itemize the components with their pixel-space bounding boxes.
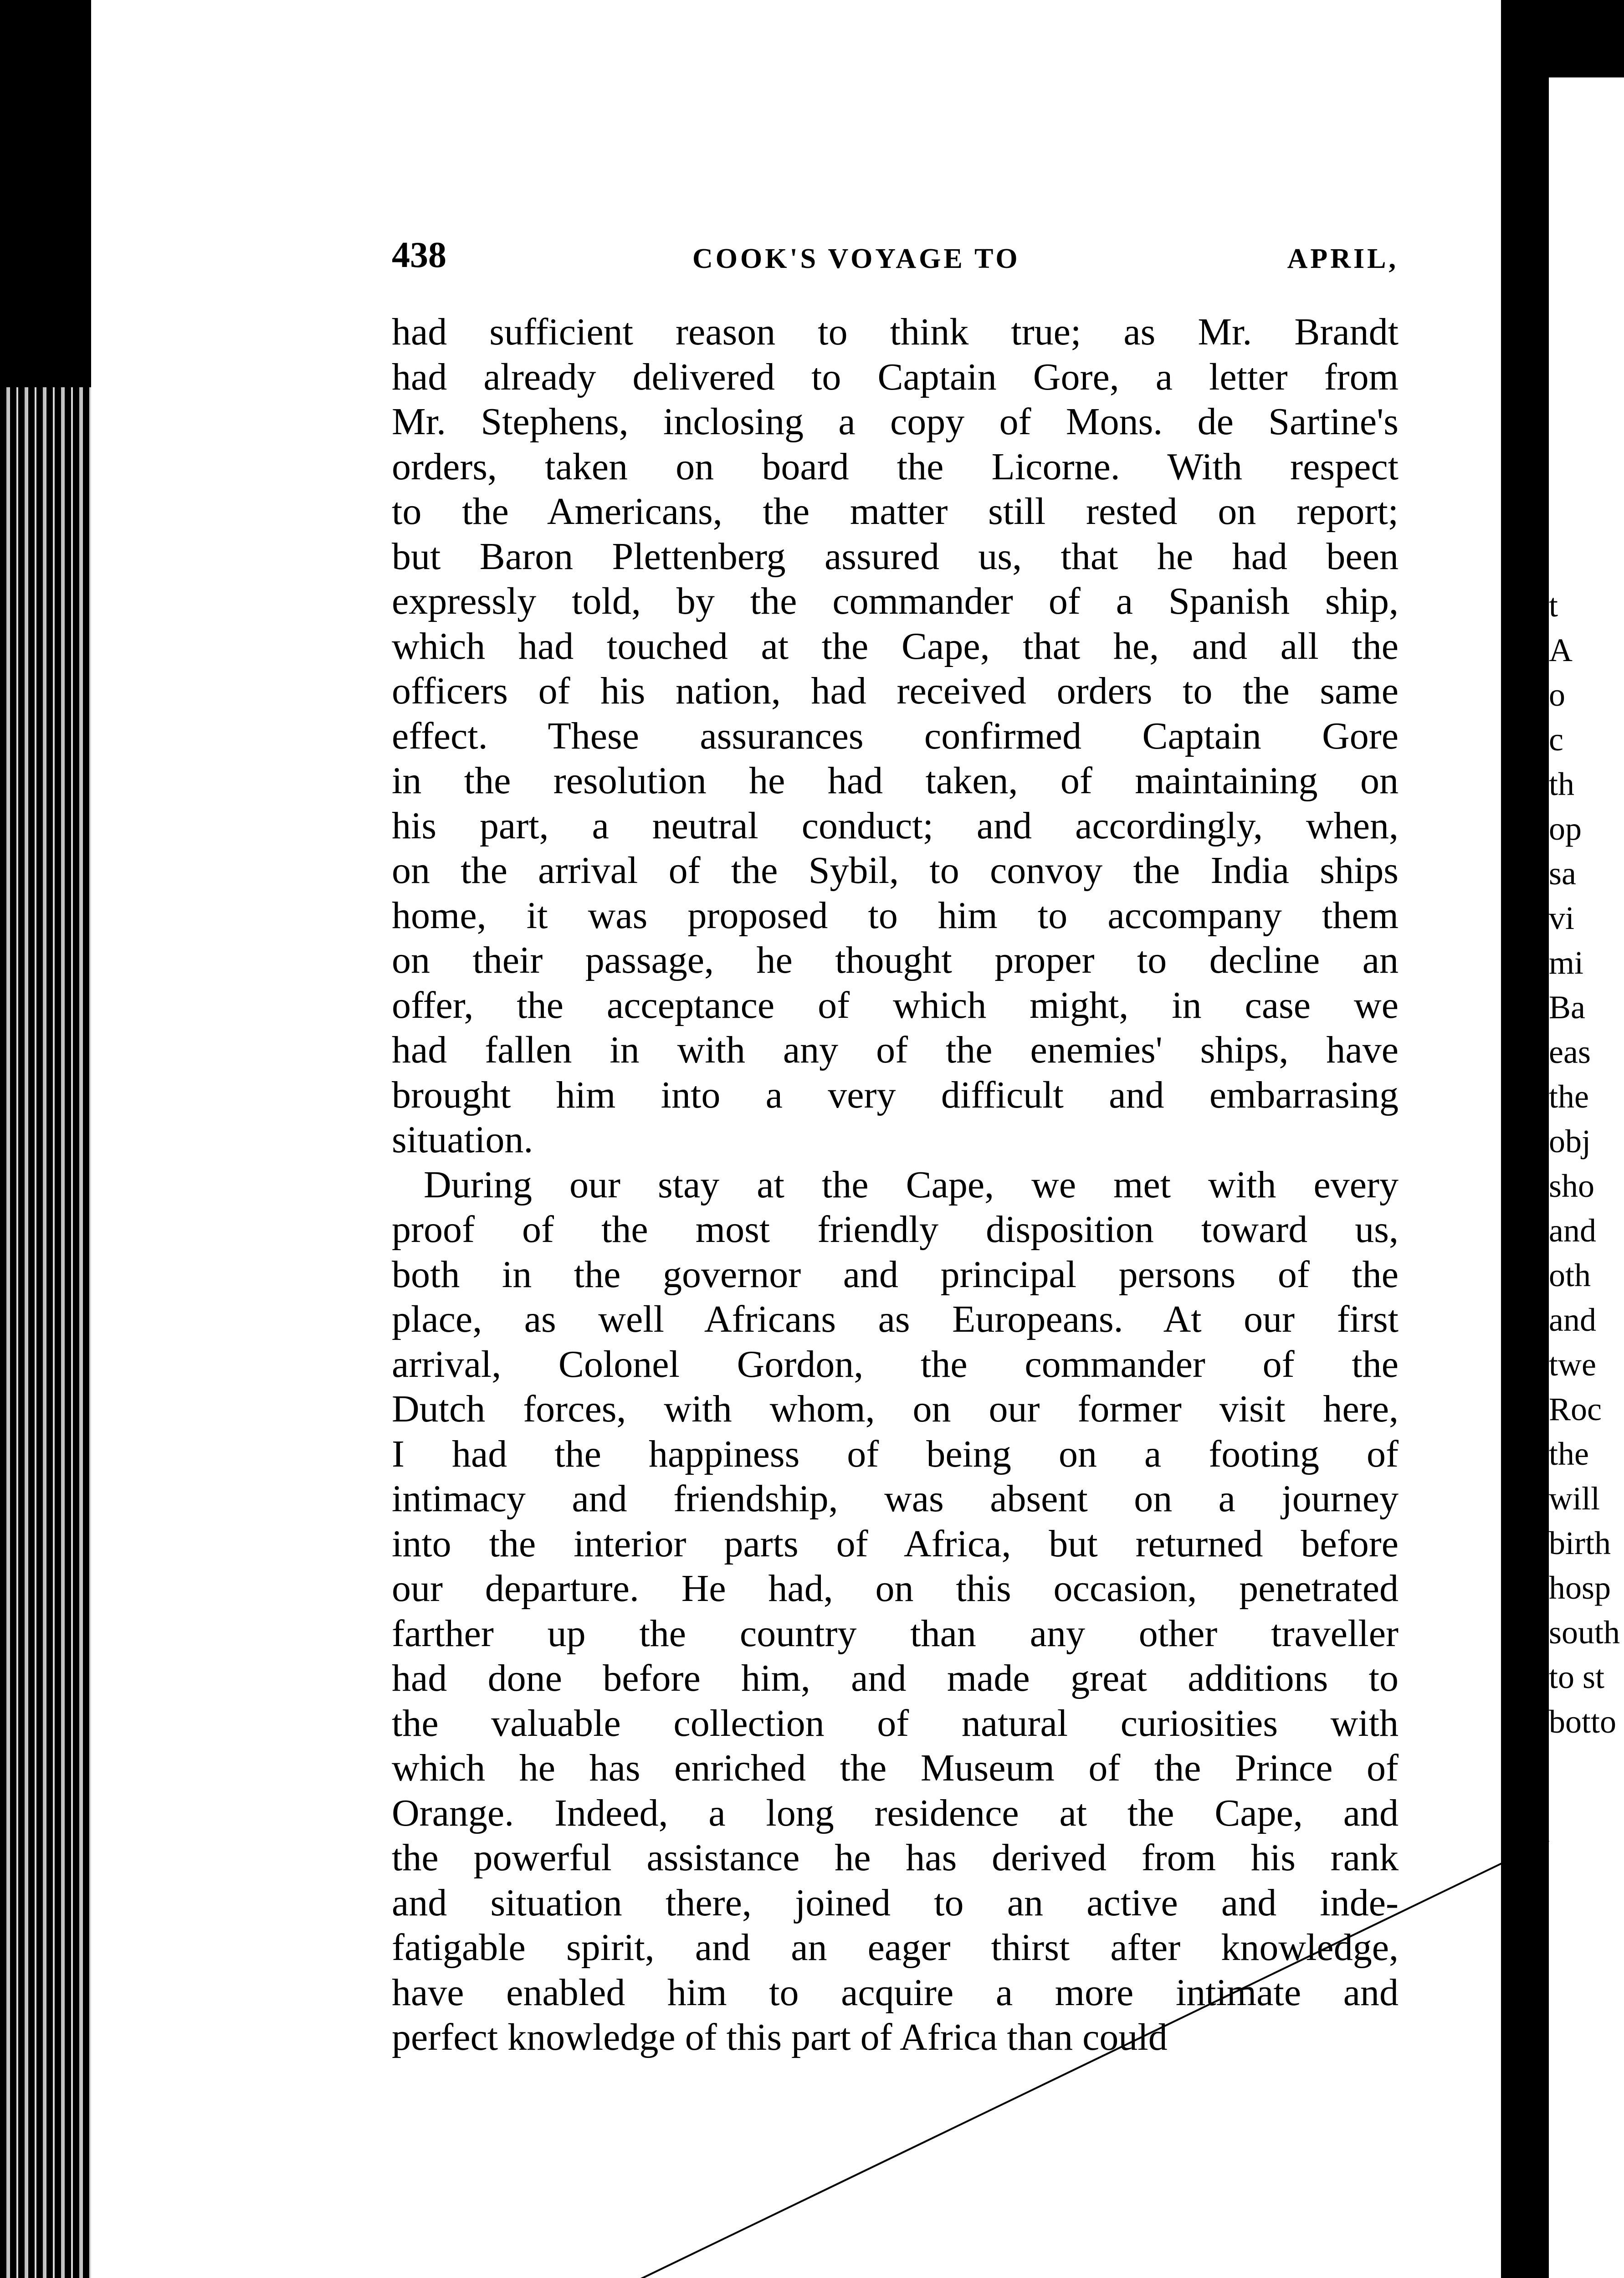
text-line: had fallen in with any of the enemies' ships, have [392,1029,1399,1071]
fragment-line: the [1549,1078,1589,1115]
fragment-line: and [1549,1212,1596,1249]
page-number: 438 [392,235,446,275]
text-line: fatigable spirit, and an eager thirst after knowledge, [392,1926,1399,1969]
text-line: to the Americans, the matter still rested on report; [392,490,1399,533]
text-line: Dutch forces, with whom, on our former visit here, [392,1388,1399,1430]
text-line: had already delivered to Captain Gore, a letter from [392,355,1399,398]
text-line: both in the governor and principal persons of the [392,1253,1399,1296]
text-line: on the arrival of the Sybil, to convoy the India ships [392,849,1399,892]
fragment-line: oth [1549,1257,1591,1293]
text-line: situation. [392,1118,533,1161]
text-line: our departure. He had, on this occasion, penetrated [392,1567,1399,1610]
text-line: in the resolution he had taken, of maintaining on [392,759,1399,802]
fragment-line: Roc [1549,1391,1602,1427]
fragment-line: botto [1549,1703,1617,1740]
running-title: COOK'S VOYAGE TO [692,243,1020,274]
fragment-line: to st [1549,1659,1605,1695]
fragment-line: o [1549,677,1565,713]
text-line: effect. These assurances confirmed Captain Gore [392,714,1399,757]
text-line: I had the happiness of being on a footing of [392,1432,1399,1475]
fragment-line: sho [1549,1168,1595,1204]
fragment-line: c [1549,721,1563,758]
text-line: had done before him, and made great additions to [392,1657,1399,1699]
fragment-line: vi [1549,900,1575,936]
fragment-line: and [1549,1302,1596,1338]
text-line: but Baron Plettenberg assured us, that he had been [392,535,1399,578]
fragment-line: twe [1549,1346,1596,1383]
text-line: and situation there, joined to an active and inde- [392,1881,1399,1924]
fragment-line: will [1549,1480,1600,1517]
fragment-line: birth [1549,1525,1611,1561]
text-line: perfect knowledge of this part of Africa than could [392,2016,1168,2058]
fragment-line: south [1549,1614,1620,1651]
text-line: arrival, Colonel Gordon, the commander of the [392,1343,1399,1385]
text-line: During our stay at the Cape, we met with every [424,1163,1399,1206]
text-line: which he has enriched the Museum of the Prince of [392,1747,1399,1789]
fragment-line: eas [1549,1034,1591,1070]
text-line: proof of the most friendly disposition toward us, [392,1208,1399,1251]
text-line: home, it was proposed to him to accompany them [392,894,1399,937]
text-line: expressly told, by the commander of a Spanish ship, [392,580,1399,622]
diagonal-line [246,1841,1549,2278]
text-line: which had touched at the Cape, that he, and all the [392,625,1399,667]
text-line: the powerful assistance he has derived from his rank [392,1837,1399,1879]
text-line: Orange. Indeed, a long residence at the Cape, and [392,1791,1399,1834]
fragment-line: A [1549,632,1573,668]
text-line: had sufficient reason to think true; as Mr. Brandt [392,311,1399,353]
fragment-line: hosp [1549,1570,1611,1606]
fragment-line: th [1549,766,1575,802]
fragment-line: the [1549,1436,1589,1472]
text-line: orders, taken on board the Licorne. With respect [392,445,1399,488]
text-line: Mr. Stephens, inclosing a copy of Mons. de Sartine's [392,400,1399,443]
fragment-line: sa [1549,855,1576,892]
text-line: place, as well Africans as Europeans. At our first [392,1298,1399,1340]
text-line: farther up the country than any other traveller [392,1612,1399,1655]
fragment-line: Ba [1549,989,1585,1026]
text-line: officers of his nation, had received orders to the same [392,670,1399,712]
fragment-line: op [1549,811,1582,847]
running-month: APRIL, [1287,243,1399,274]
text-line: have enabled him to acquire a more intimate and [392,1971,1399,2014]
text-line: his part, a neutral conduct; and accordingly, when, [392,804,1399,847]
text-line: intimacy and friendship, was absent on a journey [392,1478,1399,1520]
text-line: brought him into a very difficult and embarrasing [392,1073,1399,1116]
fragment-line: obj [1549,1123,1591,1160]
fragment-line: t [1549,587,1558,624]
fragment-line: mi [1549,944,1584,981]
text-line: on their passage, he thought proper to decline an [392,939,1399,981]
text-line: offer, the acceptance of which might, in case we [392,984,1399,1026]
text-line: into the interior parts of Africa, but returned before [392,1522,1399,1565]
text-line: the valuable collection of natural curiosities with [392,1702,1399,1744]
